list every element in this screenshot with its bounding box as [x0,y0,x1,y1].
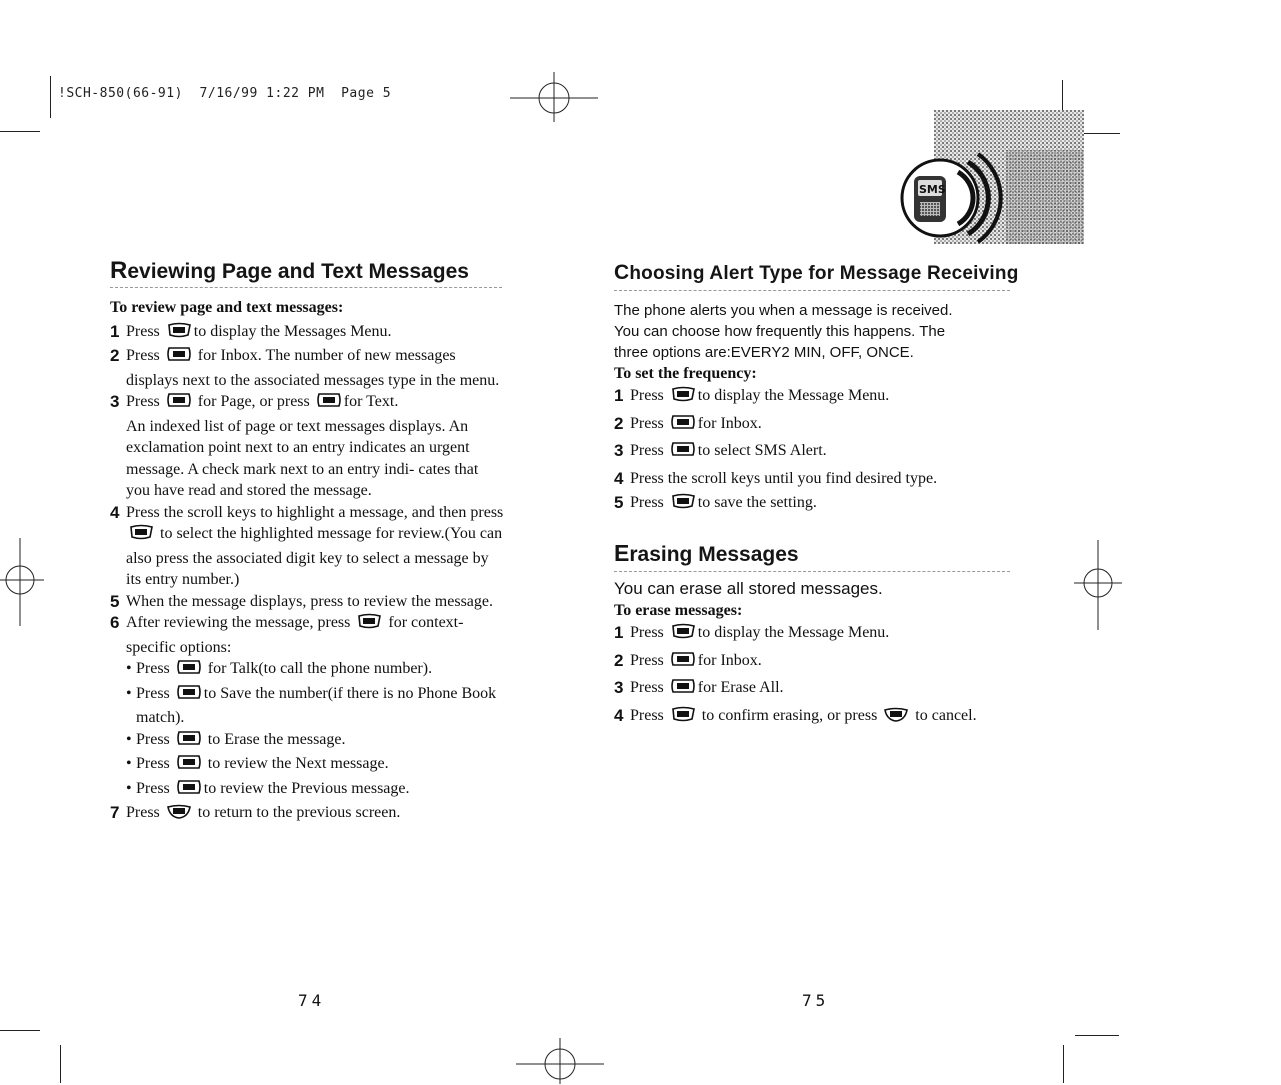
left-title-initial: R [110,257,128,284]
step-text: Press the scroll keys until you find desired type. [630,469,938,487]
left-section-title [110,257,502,285]
step-text: Press to save the setting. [630,494,817,511]
clear-key-icon [166,803,192,827]
key-2-icon [166,392,192,416]
intro-line: three options are:EVERY2 MIN, OFF, ONCE. [614,344,914,361]
step-text: Press for Inbox. The number of new messages displays next to the associated messages type in the menu. [126,347,500,389]
step-text: Press for Inbox. [630,415,762,432]
step-number: 4 [110,502,120,522]
left-bullet-item: • Press to Erase the message. [110,729,505,754]
step-text: Press for Page, or press for Text. An indexed list of page or text messages displays. An exclamation point next to an entry indicates an urgent message. A check mark next to an entry indi- cates that you have read and stored the message. [126,393,479,499]
key-1-icon [176,659,202,683]
registration-mark-left-icon [0,538,44,626]
svg-text:SMS: SMS [919,183,946,196]
clear-key-icon [883,706,909,732]
step-number: 7 [110,803,120,822]
right-section1-title [614,261,1019,285]
step-number: 2 [110,346,120,365]
step-text: Press to confirm erasing, or press to cancel. [630,707,977,724]
right-s2-steps [614,621,1014,731]
step-number: 3 [614,441,624,460]
step-number: 2 [614,650,624,670]
step-text: When the message displays, press to review the message. [126,592,494,610]
right-s2-intro: You can erase all stored messages. [614,579,883,598]
right-s2-subtitle: To erase messages: [614,602,743,619]
key-4-icon [670,441,696,467]
intro-line: You can choose how frequently this happens. The [614,323,946,340]
left-bullet-item: • Press to review the Previous message. [110,778,505,803]
left-step [110,612,505,658]
step-text: Press to display the Message Menu. [630,387,889,404]
menu-key-icon [166,322,192,346]
key-1-icon [670,651,696,677]
step-text: Press the scroll keys to highlight a message, and then press to select the highlighted message for review.(You can also press the associated digit key to select a message by its entry number.) [126,503,504,588]
left-bullet-item: • Press to Save the number(if there is no Phone Book match). [110,683,505,729]
right-s1-step [614,467,1014,492]
right-s2-step [614,676,1014,704]
step-text: Press for Inbox. [630,652,762,669]
step-number: 1 [110,321,120,341]
right-section2-underline [614,571,1010,572]
right-s2-step [614,621,1014,649]
left-bullets [110,658,505,802]
key-1-icon [670,414,696,440]
key-4-icon [176,754,202,778]
registration-mark-bottom-icon [512,1038,608,1084]
key-5-icon [670,678,696,704]
left-step [110,591,505,613]
right-s2-step [614,649,1014,677]
right-section2-title [614,540,1012,567]
trim-mark-left-bottom [0,1030,40,1031]
trim-mark-right-bottom-v [1063,1045,1064,1083]
right-section2-content [614,578,1014,731]
step-number: 5 [614,493,624,512]
step-number: 3 [614,678,624,697]
step-text: Press to return to the previous screen. [126,804,400,821]
intro-line: The phone alerts you when a message is received. [614,302,953,319]
step-number: 4 [614,468,624,488]
right-s1-title-rest: hoosing Alert Type for Message Receiving [629,263,1019,284]
message-graphic-icon [898,110,1084,244]
key-2-icon [176,684,202,708]
right-s1-step [614,412,1014,440]
key-5-icon [176,779,202,803]
trim-mark-right-top [1078,133,1120,134]
right-s1-subtitle: To set the frequency: [614,365,757,382]
step-text: Press to select SMS Alert. [630,442,827,459]
right-s1-step [614,491,1014,519]
left-title-underline [110,287,502,288]
step-number: 1 [614,386,624,405]
step-number: 5 [110,591,120,611]
menu-key-icon [670,386,696,412]
left-content [110,297,505,827]
left-step [110,502,505,591]
menu-key-icon [670,493,696,519]
step-number: 1 [614,623,624,642]
key-1-icon [166,346,192,370]
menu-key-icon [670,623,696,649]
step-text: After reviewing the message, press for context- specific options: [126,614,464,656]
left-title-rest: eviewing Page and Text Messages [127,260,469,283]
right-section1-underline [614,290,1010,291]
step-number: 3 [110,392,120,411]
menu-key-icon [670,706,696,732]
key-3-icon [176,730,202,754]
step-number: 2 [614,413,624,433]
left-last-step [110,802,505,827]
step-number: 4 [614,705,624,725]
right-s2-title-rest: rasing Messages [629,543,799,566]
trim-mark-right-bottom [1075,1035,1119,1036]
right-page-number: 75 [802,991,830,1010]
right-s1-step [614,384,1014,412]
right-section1-content [614,300,1014,519]
left-last-step [110,802,505,827]
right-s2-step [614,704,1014,732]
step-text: Press to display the Message Menu. [630,624,889,641]
registration-mark-top-icon [506,70,602,124]
left-bullet-item: • Press for Talk(to call the phone number). [110,658,505,683]
trim-mark-left-top [0,131,40,132]
trim-mark-left-vertical [50,76,51,118]
key-3-icon [316,392,342,416]
step-text: Press for Erase All. [630,679,784,696]
registration-mark-right-icon [1072,540,1124,630]
trim-mark-left-bottom-v [60,1045,61,1083]
right-s1-steps [614,384,1014,519]
step-text: Press to display the Messages Menu. [126,323,392,340]
step-number: 6 [110,613,120,632]
menu-key-alt-icon [356,613,382,637]
right-s1-intro [614,300,1014,363]
left-steps [110,321,505,659]
left-step [110,321,505,346]
left-bullet-item: • Press to review the Next message. [110,753,505,778]
right-s2-title-initial: E [614,540,630,566]
right-s1-title-initial: C [614,261,630,284]
right-s1-step [614,439,1014,467]
left-subtitle: To review page and text messages: [110,299,344,316]
left-step [110,345,505,391]
left-page-number: 74 [298,991,326,1010]
left-step [110,391,505,502]
menu-key-icon [128,524,154,548]
print-slug: !SCH-850(66-91) 7/16/99 1:22 PM Page 5 [58,86,392,101]
